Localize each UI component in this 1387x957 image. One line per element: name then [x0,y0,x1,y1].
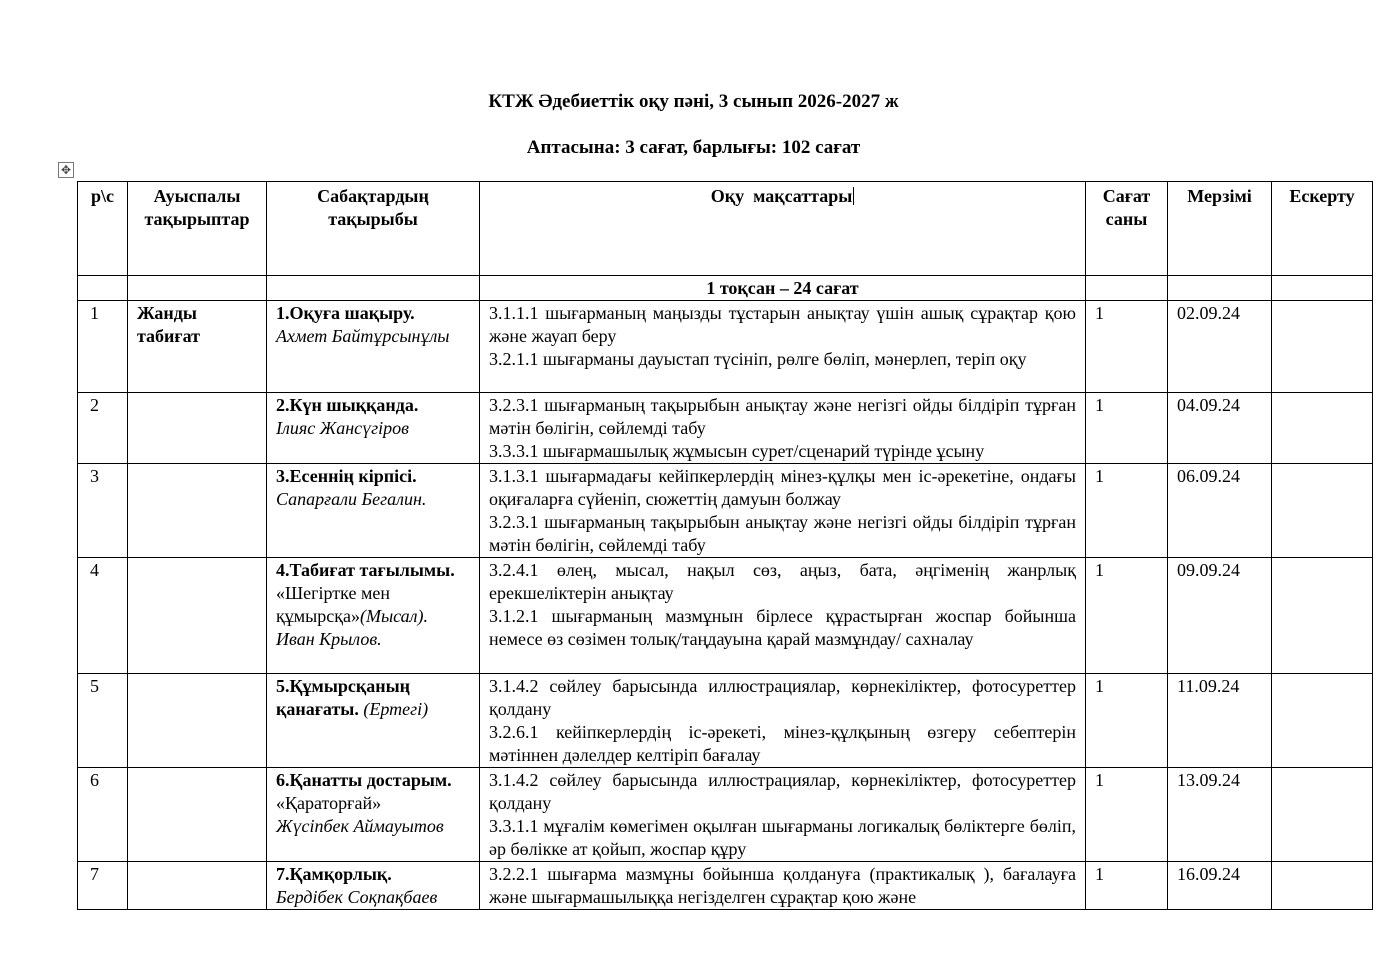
row-lesson [267,393,480,464]
row-num: 5 [78,674,128,768]
lesson-author: Ілияс Жансүгіров [276,418,409,438]
row-theme [128,862,267,910]
row-goals [480,674,1086,768]
row-date: 04.09.24 [1168,393,1272,464]
row-goals [480,301,1086,393]
row-num: 3 [78,464,128,558]
row-theme [128,464,267,558]
goal-item: 3.1.4.2 сөйлеу барысында иллюстрациялар, көрнекіліктер, фотосуреттер қолдану [489,770,1076,813]
row-note [1272,862,1373,910]
row-theme [128,558,267,674]
goal-item: 3.2.4.1 өлең, мысал, нақыл сөз, аңыз, бата, әңгіменің жанрлық ерекшеліктерін анықтау [489,560,1076,603]
row-goals [480,393,1086,464]
row-lesson [267,674,480,768]
goal-item: 3.1.2.1 шығарманың мазмұнын бірлесе құрастырған жоспар бойынша немесе өз сөзімен толық/таңдауына қарай мазмұндау/ сахналау [489,606,1076,649]
row-lesson [267,862,480,910]
goal-item: 3.2.3.1 шығарманың тақырыбын анықтау және негізгі ойды білдіріп тұрған мәтін бөлігін, сөйлемді табу [489,512,1076,555]
row-note [1272,558,1373,674]
row-theme: Жанды табиғат [128,301,267,393]
goal-item: 3.3.3.1 шығармашылық жұмысын сурет/сценарий түрінде ұсыну [489,441,985,461]
row-note [1272,464,1373,558]
header-theme: Ауыспалы тақырыптар [128,182,267,276]
goal-item: 3.1.3.1 шығармадағы кейіпкерлердің мінез-құлқы мен іс-әрекетіне, ондағы оқиғаларға сүйеніп, сюжеттің дамуын болжау [489,466,1076,509]
goal-item: 3.3.1.1 мұғалім көмегімен оқылған шығарманы логикалық бөліктерге бөліп, әр бөлікке ат қойып, жоспар құру [489,816,1076,859]
table-row [78,558,1373,674]
lesson-title: 7.Қамқорлық. [276,864,392,884]
table-row [78,464,1373,558]
goal-item: 3.2.6.1 кейіпкерлердің іс-әрекеті, мінез-құлқының өзгеру себептерін мәтіннен дәлелдер келтіріп бағалау [489,722,1076,765]
row-num: 6 [78,768,128,862]
goal-item: 3.1.1.1 шығарманың маңызды тұстарын анықтау үшін ашық сұрақтар қою және жауап беру [489,303,1076,346]
header-num: р\с [78,182,128,276]
row-note [1272,393,1373,464]
row-date: 02.09.24 [1168,301,1272,393]
table-row [78,393,1373,464]
row-goals [480,558,1086,674]
lesson-title: 3.Есеннің кірпісі. [276,466,417,486]
row-hours: 1 [1086,558,1168,674]
row-theme [128,768,267,862]
row-lesson [267,558,480,674]
lesson-author: Жүсіпбек Аймауытов [276,816,444,836]
quarter-label: 1 тоқсан – 24 сағат [480,276,1086,301]
row-hours: 1 [1086,393,1168,464]
header-lesson: Сабақтардың тақырыбы [267,182,480,276]
lesson-genre: (Мысал). [359,606,428,626]
lesson-plan-table [77,181,1373,910]
lesson-author: Сапарғали Бегалин. [276,489,427,509]
lesson-title: 6.Қанатты достарым. [276,770,452,790]
row-hours: 1 [1086,301,1168,393]
header-goals[interactable] [480,182,1086,276]
goal-item: 3.2.3.1 шығарманың тақырыбын анықтау және негізгі ойды білдіріп тұрған мәтін бөлігін, сөйлемді табу [489,395,1076,438]
lesson-title: 1.Оқуға шақыру. [276,303,415,323]
lesson-author: (Ертегі) [363,699,429,719]
header-row [78,182,1373,276]
text-cursor [853,187,854,205]
row-num: 7 [78,862,128,910]
table-row [78,301,1373,393]
row-date: 09.09.24 [1168,558,1272,674]
row-num: 4 [78,558,128,674]
quarter-row [78,276,1373,301]
row-hours: 1 [1086,464,1168,558]
row-hours: 1 [1086,768,1168,862]
lesson-extra [276,582,470,628]
row-date: 11.09.24 [1168,674,1272,768]
table-row [78,674,1373,768]
row-note [1272,768,1373,862]
table-row [78,768,1373,862]
row-date: 16.09.24 [1168,862,1272,910]
lesson-title: 5.Құмырсқаның қанағаты. [276,676,411,719]
goal-item: 3.2.1.1 шығарманы дауыстап түсініп, рөлге бөліп, мәнерлеп, теріп оқу [489,349,1027,369]
header-date: Мерзімі [1168,182,1272,276]
lesson-author: Ахмет Байтұрсынұлы [276,326,450,346]
header-goals-label: Оқу мақсаттары [710,186,853,206]
row-num: 1 [78,301,128,393]
row-goals [480,464,1086,558]
document-title: КТЖ Әдебиеттік оқу пәні, 3 сынып 2026-2027 ж [488,91,899,112]
row-note [1272,301,1373,393]
row-lesson [267,464,480,558]
row-theme [128,393,267,464]
lesson-extra: «Қараторғай» [276,793,382,813]
row-lesson [267,768,480,862]
header-note: Ескерту [1272,182,1373,276]
lesson-extra-text: «Шегіртке мен құмырсқа» [276,583,390,626]
row-goals [480,768,1086,862]
header-hours: Сағат саны [1086,182,1168,276]
goal-item: 3.2.2.1 шығарма мазмұны бойынша қолдануға (практикалық ), бағалауға және шығармашылыққа негізделген сұрақтар қою және [489,864,1076,907]
row-hours: 1 [1086,674,1168,768]
row-note [1272,674,1373,768]
lesson-title: 2.Күн шыққанда. [276,395,419,415]
document-subtitle: Аптасына: 3 сағат, барлығы: 102 сағат [526,137,861,158]
row-num: 2 [78,393,128,464]
row-date: 13.09.24 [1168,768,1272,862]
table-row [78,862,1373,910]
row-theme [128,674,267,768]
table-move-handle-icon[interactable]: ✥ [58,162,74,178]
row-hours: 1 [1086,862,1168,910]
row-lesson [267,301,480,393]
row-goals [480,862,1086,910]
lesson-title: 4.Табиғат тағылымы. [276,560,455,580]
row-date: 06.09.24 [1168,464,1272,558]
goal-item: 3.1.4.2 сөйлеу барысында иллюстрациялар, көрнекіліктер, фотосуреттер қолдану [489,676,1076,719]
lesson-author: Иван Крылов. [276,629,382,649]
lesson-author: Бердібек Соқпақбаев [276,887,438,907]
goal-clip [489,863,1076,907]
